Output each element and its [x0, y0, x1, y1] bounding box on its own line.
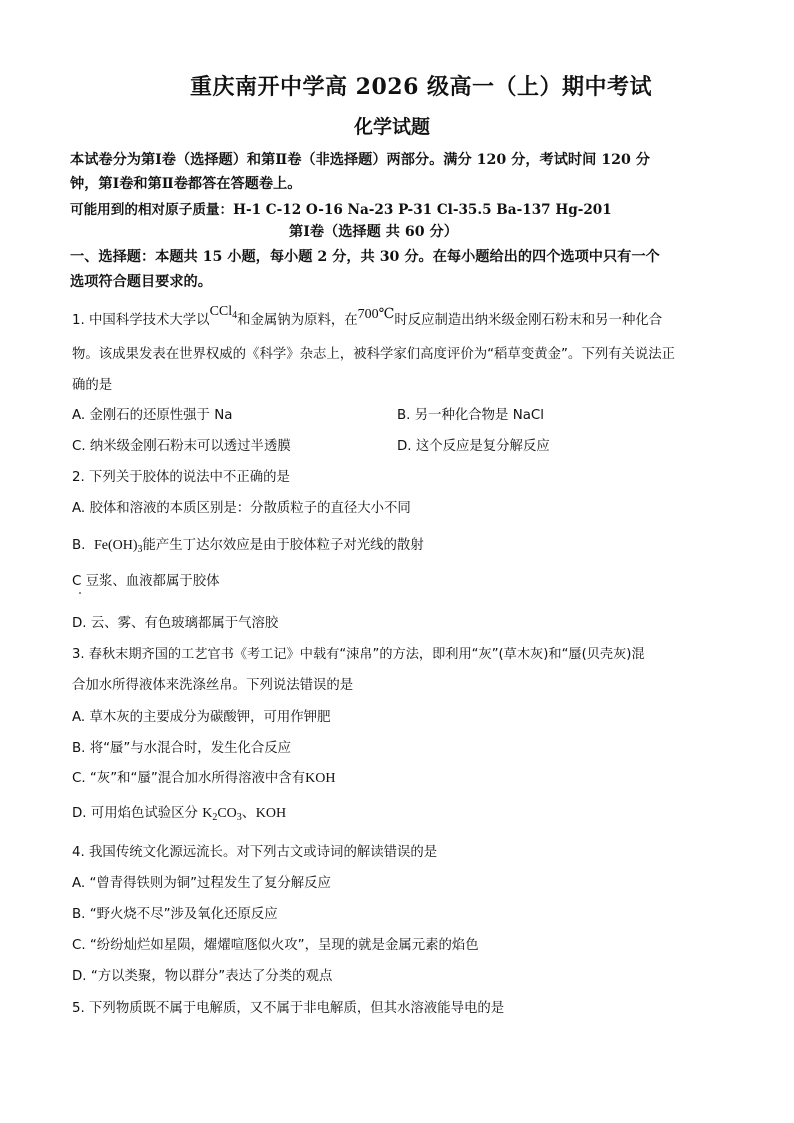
q4-option-d: D. “方以类聚，物以群分”表达了分类的观点 [72, 969, 333, 984]
q4-option-c: C. “纷纷灿烂如星陨，燿燿喧豗似火攻”，呈现的就是金属元素的焰色 [72, 938, 479, 953]
k2co3-koh-formula: $K_2CO_3$、KOH [202, 806, 287, 823]
question-5-stem: 5. 下列物质既不属于电解质，又不属于非电解质，但其水溶液能导电的是 [72, 1001, 505, 1016]
q2-option-a: A. 胶体和溶液的本质区别是：分散质粒子的直径大小不同 [72, 501, 411, 516]
q3-option-c-text: C. “灰”和“蜃”混合加水所得溶液中含有 [72, 771, 306, 786]
question-1-stem-line-1 [72, 304, 663, 329]
question-4-stem: 4. 我国传统文化源远流长。对下列古文或诗词的解读错误的是 [72, 845, 438, 860]
exam-subtitle: 化学试题 [354, 116, 431, 138]
q1-option-b: B. 另一种化合物是 NaCl [397, 408, 544, 423]
question-2-stem: 2. 下列关于胶体的说法中不正确的是 [72, 470, 290, 485]
q1-stem-a: 1. 中国科学技术大学以 [72, 313, 210, 328]
stray-mark [79, 592, 81, 594]
question-1-stem-line-2: 物。该成果发表在世界权威的《科学》杂志上，被科学家们高度评价为“稻草变黄金”。下列有关说法正 [72, 347, 676, 362]
q3-option-c [72, 767, 335, 787]
q2-option-d: D. 云、雾、有色玻璃都属于气溶胶 [72, 616, 279, 631]
intro-line-2: 钟，第Ⅰ卷和第Ⅱ卷都答在答题卷上。 [70, 176, 302, 192]
section-title: 第Ⅰ卷（选择题 共 60 分） [289, 224, 458, 240]
part1-line-2: 选项符合题目要求的。 [70, 274, 212, 290]
koh-formula: KOH [305, 771, 336, 786]
exam-title: 重庆南开中学高 2026 级高一（上）期中考试 [190, 74, 653, 100]
part1-line-1: 一、选择题：本题共 15 小题，每小题 2 分，共 30 分。在每小题给出的四个选项中只有一个 [70, 249, 660, 265]
question-3-stem-line-2: 合加水所得液体来洗涤丝帛。下列说法错误的是 [72, 678, 354, 693]
q3-option-d-text: D. 可用焰色试验区分 [72, 806, 198, 821]
q1-option-d: D. 这个反应是复分解反应 [397, 439, 550, 454]
ccl4-formula: CCl$_4$ [209, 304, 238, 321]
q3-option-b: B. 将“蜃”与水混合时，发生化合反应 [72, 741, 292, 756]
question-1-stem-line-3: 确的是 [72, 378, 113, 393]
q2-option-c: C 豆浆、血液都属于胶体 [72, 574, 220, 589]
q2-option-b-text: 能产生丁达尔效应是由于胶体粒子对光线的散射 [142, 538, 424, 553]
temperature-value: 700℃ [357, 307, 395, 322]
q2-option-b-label: B. [72, 538, 86, 553]
question-3-stem-line-1: 3. 春秋末期齐国的工艺官书《考工记》中载有“涑帛”的方法，即利用“灰”(草木灰)和“蜃(贝壳灰)混 [72, 647, 645, 662]
q3-option-d [72, 802, 286, 822]
q1-option-a: A. 金刚石的还原性强于 Na [72, 408, 233, 423]
q1-option-c: C. 纳米级金刚石粉末可以透过半透膜 [72, 439, 291, 454]
q1-stem-c: 时反应制造出纳米级金刚石粉末和另一种化合 [394, 313, 663, 328]
feoh3-formula: $Fe(OH)_3$ [93, 538, 143, 555]
atomic-masses: 可能用到的相对原子质量：H-1 C-12 O-16 Na-23 P-31 Cl-35.5 Ba-137 Hg-201 [70, 202, 612, 218]
intro-line-1: 本试卷分为第Ⅰ卷（选择题）和第Ⅱ卷（非选择题）两部分。满分 120 分，考试时间 120 分 [70, 152, 650, 168]
q2-option-b [72, 534, 424, 554]
q4-option-b: B. “野火烧不尽”涉及氧化还原反应 [72, 907, 278, 922]
q1-stem-b: 和金属钠为原料，在 [237, 313, 358, 328]
q4-option-a: A. “曾青得铁则为铜”过程发生了复分解反应 [72, 876, 331, 891]
q3-option-a: A. 草木灰的主要成分为碳酸钾，可用作钾肥 [72, 710, 331, 725]
